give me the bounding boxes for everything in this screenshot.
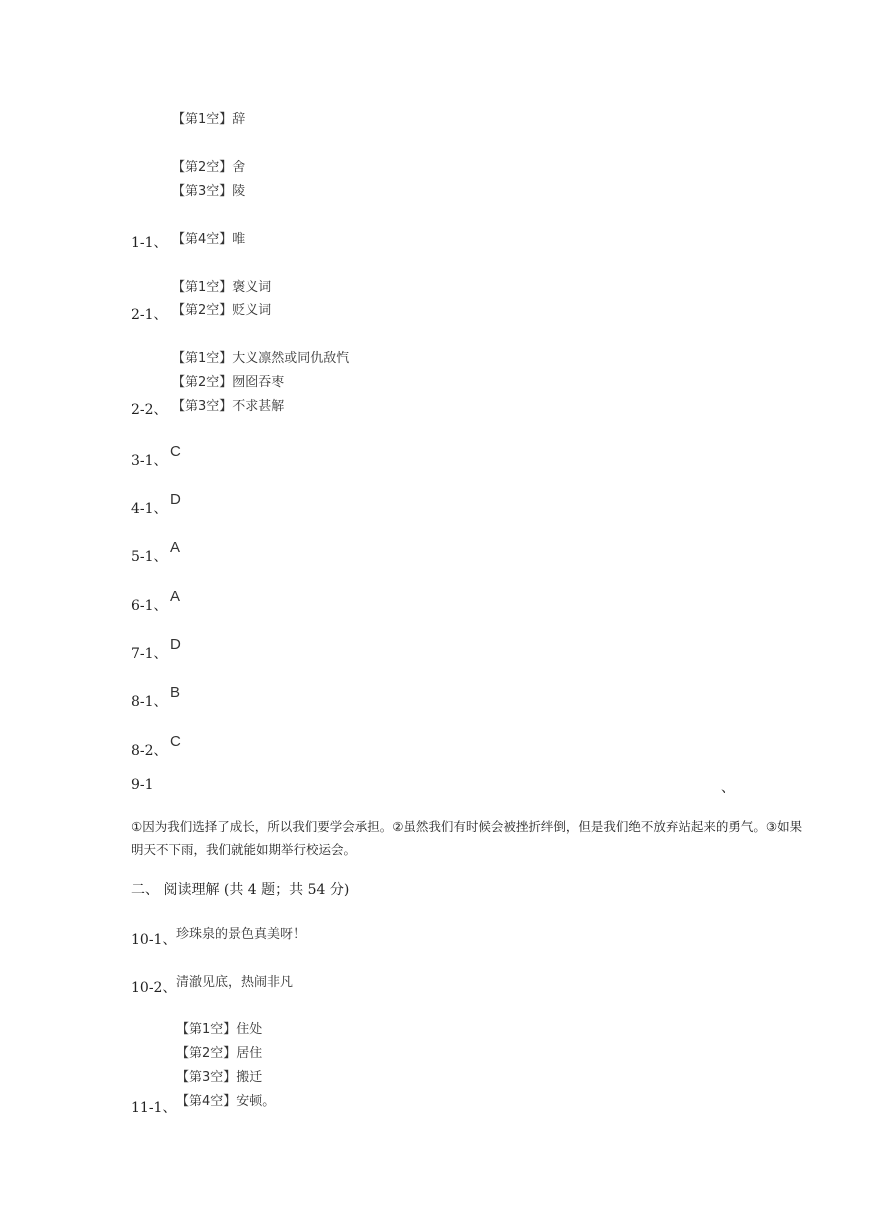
q11-1-label: 11-1、 bbox=[131, 1100, 177, 1116]
q3-1-label: 3-1、 bbox=[131, 453, 168, 469]
q9-1-answer: ①因为我们选择了成长，所以我们要学会承担。②虽然我们有时候会被挫折绊倒，但是我们绝不放弃站起来的勇气。③如果明天不下雨，我们就能如期举行校运会。 bbox=[131, 819, 803, 857]
q5-1-answer: A bbox=[170, 539, 181, 556]
q11-1-blank2: 【第2空】居住 bbox=[176, 1046, 263, 1061]
q2-2-blank2: 【第2空】囫囵吞枣 bbox=[172, 375, 285, 390]
q11-1-blank4: 【第4空】安顿。 bbox=[176, 1094, 276, 1109]
q1-1-blank2: 【第2空】舍 bbox=[172, 160, 246, 175]
q10-1-answer: 珍珠泉的景色真美呀！ bbox=[176, 927, 307, 942]
q8-2-answer: C bbox=[170, 733, 181, 750]
q1-1-blank3: 【第3空】陵 bbox=[172, 184, 246, 199]
q7-1-label: 7-1、 bbox=[131, 646, 168, 662]
q1-1-blank1: 【第1空】辞 bbox=[172, 112, 246, 127]
q3-1-answer: C bbox=[170, 443, 181, 460]
q1-1-label: 1-1、 bbox=[131, 235, 168, 251]
q10-1-label: 10-1、 bbox=[131, 932, 177, 948]
q11-1-blank1: 【第1空】住处 bbox=[176, 1022, 263, 1037]
q2-1-blank2: 【第2空】贬义词 bbox=[172, 303, 272, 318]
q4-1-answer: D bbox=[170, 491, 181, 508]
q9-1-mark: 、 bbox=[721, 780, 735, 796]
q4-1-label: 4-1、 bbox=[131, 501, 168, 517]
q6-1-label: 6-1、 bbox=[131, 598, 168, 614]
section-heading: 二、 阅读理解 (共 4 题；共 54 分) bbox=[131, 882, 350, 898]
q2-2-blank3: 【第3空】不求甚解 bbox=[172, 399, 285, 414]
q2-2-blank1: 【第1空】大义凛然或同仇敌忾 bbox=[172, 351, 350, 366]
q9-1-label: 9-1 bbox=[131, 777, 154, 793]
q11-1-blank3: 【第3空】搬迁 bbox=[176, 1070, 263, 1085]
q2-1-label: 2-1、 bbox=[131, 307, 168, 323]
q1-1-blank4: 【第4空】唯 bbox=[172, 232, 246, 247]
q8-2-label: 8-2、 bbox=[131, 743, 168, 759]
q10-2-label: 10-2、 bbox=[131, 980, 177, 996]
q6-1-answer: A bbox=[170, 588, 181, 605]
q8-1-label: 8-1、 bbox=[131, 694, 168, 710]
q8-1-answer: B bbox=[170, 684, 181, 701]
q5-1-label: 5-1、 bbox=[131, 549, 168, 565]
q2-2-label: 2-2、 bbox=[131, 402, 168, 418]
q2-1-blank1: 【第1空】褒义词 bbox=[172, 280, 272, 295]
q10-2-answer: 清澈见底，热闹非凡 bbox=[176, 975, 294, 990]
q7-1-answer: D bbox=[170, 636, 181, 653]
